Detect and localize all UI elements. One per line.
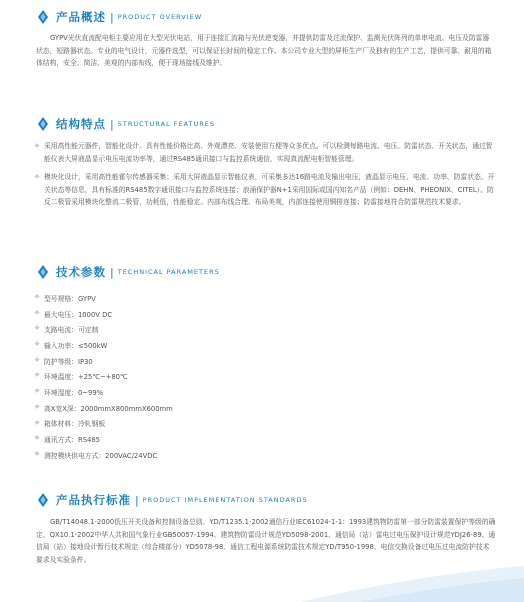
section-header: [36, 491, 496, 509]
section-title: 产品概述: [56, 10, 106, 24]
section-subtitle-en: PRODUCT IMPLEMENTATION STANDARDS: [142, 496, 308, 504]
feature-list: [36, 140, 496, 209]
sparkle-bullet-icon: ✧: [34, 308, 40, 317]
diamond-logo-icon: [36, 493, 50, 507]
param-text: 最大电压：1000V DC: [44, 310, 113, 319]
section-subtitle-en: PRODUCT OVERVIEW: [117, 13, 203, 21]
param-text: 环境温度：+25℃~+80℃: [44, 373, 128, 382]
title-separator: |: [110, 265, 114, 279]
list-item: [36, 368, 496, 384]
section-subtitle-en: TECHNICAL PARAMETERS: [117, 268, 220, 276]
param-text: 测控模块供电方式：200VAC/24VDC: [44, 451, 158, 460]
section-title: 技术参数: [56, 265, 106, 279]
list-item: [36, 290, 496, 306]
section-implementation-standards: [36, 491, 496, 566]
feature-text: 模块化设计，采用高性能霍尔传感器采集；采用大屏液晶显示智能仪表，可采集多达16路电流及输出电压，液晶显示电压、电流、功率、防雷状态、开关状态等信息，具有标准的RS485数字通讯接口与监控系统连接；浪涌保护器N+1采用国际或国内知名产品（例如：DEHN、PHEONIX、CITEL）。防反二极管采用模块化整流二极管，功耗低，性能稳定。内部布线合理、布局美观，内部连接使用铜排连接；防雷接地符合防雷规范技术要求。: [44, 173, 495, 207]
diamond-logo-icon: [36, 117, 50, 131]
section-title: 产品执行标准: [56, 493, 131, 507]
list-item: [36, 431, 496, 447]
title-separator: |: [110, 117, 114, 131]
list-item: [36, 416, 496, 432]
diamond-logo-icon: [36, 10, 50, 24]
decorative-wave: [0, 562, 524, 602]
param-text: 环境湿度：0~99%: [44, 388, 104, 397]
list-item: [36, 140, 496, 165]
list-item: [36, 306, 496, 322]
param-text: 高X宽X深：2000mmX800mmX600mm: [44, 404, 173, 413]
sparkle-bullet-icon: ✧: [34, 142, 40, 150]
list-item: [36, 321, 496, 337]
list-item: [36, 171, 496, 209]
section-header: [36, 8, 496, 26]
title-separator: |: [135, 493, 139, 507]
section-structural-features: [36, 115, 496, 215]
diamond-logo-icon: [36, 265, 50, 279]
param-text: 箱体材料：冷轧钢板: [44, 420, 106, 429]
list-item: [36, 384, 496, 400]
param-text: 防护等级：IP30: [44, 357, 93, 366]
title-separator: |: [110, 10, 114, 24]
sparkle-bullet-icon: ✧: [34, 434, 40, 443]
section-product-overview: [36, 8, 496, 70]
sparkle-bullet-icon: ✧: [34, 371, 40, 380]
section-header: [36, 115, 496, 133]
list-item: [36, 353, 496, 369]
section-header: [36, 263, 496, 281]
param-text: 支路电流：可定制: [44, 326, 99, 335]
list-item: [36, 447, 496, 463]
param-text: 输入功率：≤500kW: [44, 341, 108, 350]
sparkle-bullet-icon: ✧: [34, 402, 40, 411]
parameter-list: [36, 290, 496, 463]
feature-text: 采用高性能元器件，智能化设计。具有性能价格比高、外观漂亮、安装使用方便等众多优点。可以检测每路电流、电压、防雷状态、开关状态，通过智能仪表大屏液晶显示电压电流功率等，通过RS485通讯接口与监控系统通信，实现真流配电柜智能管理。: [44, 142, 493, 163]
sparkle-bullet-icon: ✧: [34, 173, 40, 182]
section-subtitle-en: STRUCTURAL FEATURES: [117, 120, 216, 128]
overview-paragraph: GYPV光伏直流配电柜主要应用在大型光伏电站，用于连接汇流箱与光伏逆变器，并提供防雷及过流保护、监测光伏阵列的单串电流、电压及防雷器状态，短路器状态。专业的电气设计，元器件选型，可以保证长时间的稳定工作。本公司专业大型的屏柜生产厂及独有的生产工艺，提供可靠、耐用的箱体结构，安全、简洁、美观的内部布线，便于现场接线及维护。: [36, 34, 492, 68]
section-technical-parameters: [36, 263, 496, 463]
list-item: [36, 337, 496, 353]
sparkle-bullet-icon: ✧: [34, 387, 40, 396]
standards-paragraph: GB/T14048.1-2000低压开关设备和控制设备总则、YD/T1235.1-2002通信行业IEC61024-1-1：1993建筑物防雷第一部分防雷装置保护等级的确定、QX10.1-2002中华人共和国气象行业GB50057-1994、建筑物防雷设计规范YD5098-2001、通信局（站）雷电过电压保护设计规范YDJ26-89、通信局（站）接地设计暂行技术规定（综合楼部分）YD5078-98、通信工程电源系统防雷技术规定YD/T950-1998、电信交换设备过电压过电流防护技术要求及实验条件。: [36, 518, 496, 564]
sparkle-bullet-icon: ✧: [34, 340, 40, 349]
param-text: 通讯方式：RS485: [44, 436, 100, 445]
sparkle-bullet-icon: ✧: [34, 355, 40, 364]
list-item: [36, 400, 496, 416]
sparkle-bullet-icon: ✧: [34, 324, 40, 333]
section-title: 结构特点: [56, 117, 106, 131]
sparkle-bullet-icon: ✧: [34, 418, 40, 427]
param-text: 型号规格：GYPV: [44, 294, 96, 303]
sparkle-bullet-icon: ✧: [34, 293, 40, 301]
sparkle-bullet-icon: ✧: [34, 449, 40, 458]
